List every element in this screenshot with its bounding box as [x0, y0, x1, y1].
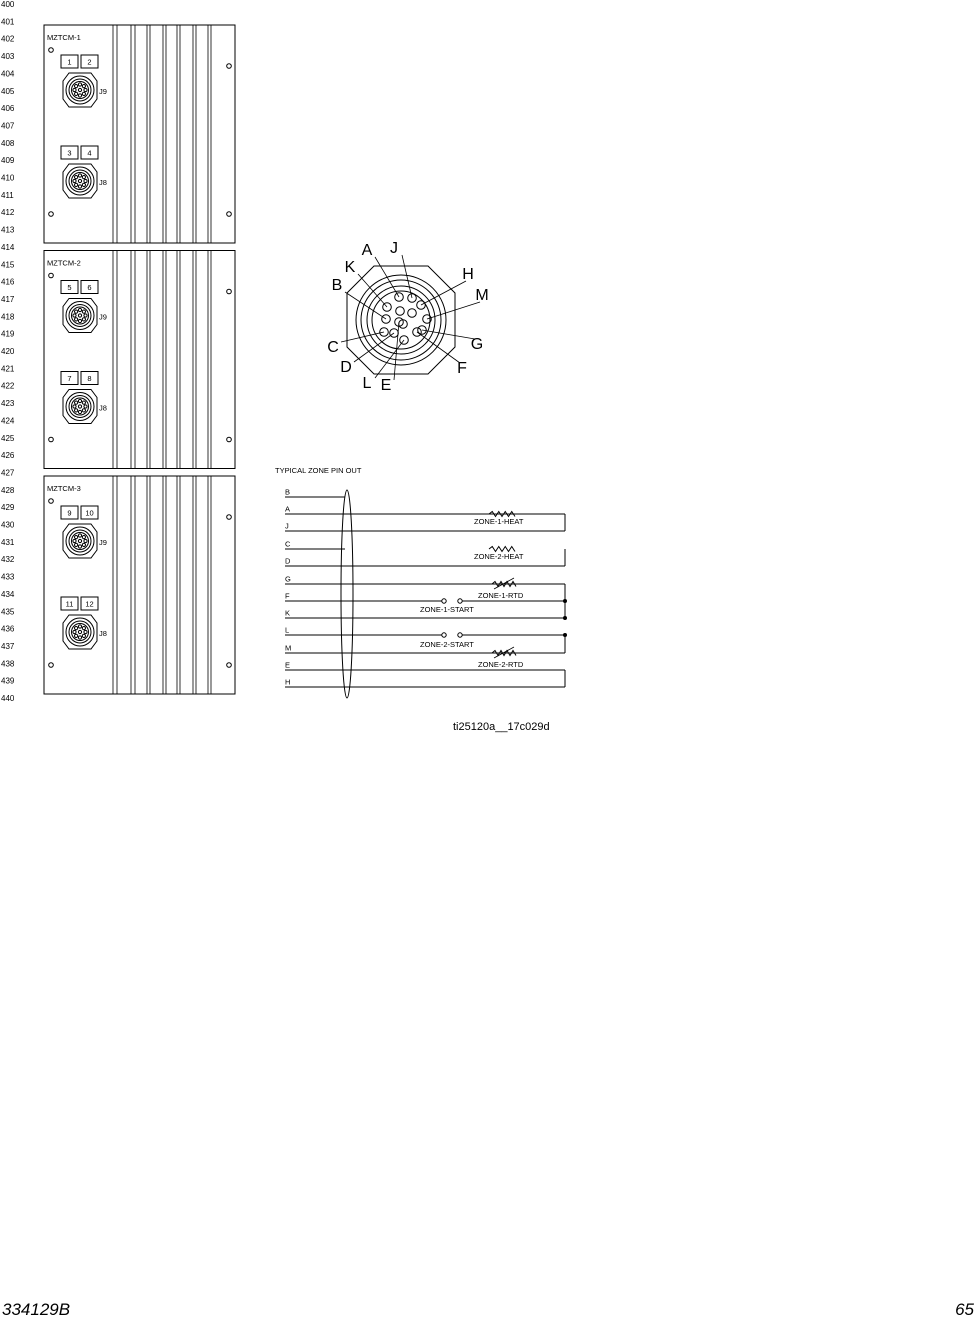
line-number: 425: [1, 433, 15, 443]
wire-label-a: A: [285, 504, 291, 514]
line-number: 426: [1, 451, 15, 461]
line-number: 434: [1, 589, 15, 599]
line-number: 420: [1, 347, 15, 356]
line-number: 403: [1, 52, 15, 62]
mounting-hole: [227, 212, 232, 217]
module-frame: [44, 251, 235, 469]
line-number: 414: [1, 242, 15, 252]
mounting-hole: [49, 663, 54, 668]
zone-tag: 5: [67, 283, 72, 292]
line-number: 422: [1, 381, 15, 391]
mounting-hole: [49, 48, 54, 53]
line-number: 440: [1, 694, 15, 703]
module-2: [44, 251, 235, 469]
zone-2-start-label: ZONE-2-START: [420, 640, 474, 649]
line-number: 423: [1, 399, 15, 409]
wire-label-e: E: [285, 660, 291, 670]
mounting-hole: [49, 437, 54, 442]
line-number: 402: [1, 34, 15, 44]
line-number: 416: [1, 277, 15, 287]
zone-1-start-label: ZONE-1-START: [420, 605, 474, 614]
line-number: 405: [1, 86, 15, 96]
zone-2-rtd-label: ZONE-2-RTD: [478, 660, 524, 669]
zone-tag: 3: [67, 148, 72, 158]
module-title: MZTCM-3: [47, 484, 81, 493]
connector-j8: [61, 372, 107, 424]
pin-leader: [375, 257, 399, 297]
line-number: 424: [1, 416, 15, 426]
zone-2-heat-label: ZONE-2-HEAT: [474, 552, 524, 561]
line-number: 409: [1, 156, 15, 166]
line-number: 419: [1, 329, 15, 339]
connector-j9: [61, 506, 107, 558]
zone-tag: 7: [67, 374, 72, 383]
connector-j8: [61, 597, 107, 649]
pin-label-j: J: [390, 240, 398, 257]
zone-tag: 6: [87, 283, 92, 292]
pin-label-l: L: [362, 375, 372, 392]
circular-connector-icon: [63, 164, 97, 198]
figure-id: ti25120a__17c029d: [453, 721, 550, 733]
pin-label-m: M: [475, 287, 489, 304]
line-number: 433: [1, 572, 15, 582]
pin-label-b: B: [331, 277, 343, 294]
line-number: 404: [1, 69, 15, 79]
line-number: 410: [1, 173, 15, 183]
zone-tag: 2: [87, 57, 92, 67]
mounting-hole: [227, 289, 232, 294]
line-number: 436: [1, 624, 15, 634]
mounting-hole: [227, 64, 232, 69]
circular-connector-icon: [63, 73, 97, 107]
start-switch-icon: [442, 633, 565, 637]
line-number: 417: [1, 294, 15, 304]
pin-label-k: K: [344, 259, 356, 276]
zone-tag: 10: [85, 508, 94, 518]
schematic-title: TYPICAL ZONE PIN OUT: [275, 466, 362, 475]
document-number: 334129B: [2, 1300, 71, 1319]
jack-label: J8: [99, 178, 107, 187]
mounting-hole: [49, 212, 54, 217]
module-3: [44, 476, 235, 694]
line-number: 439: [1, 676, 15, 686]
pin-label-f: F: [457, 360, 467, 377]
line-number: 428: [1, 485, 15, 495]
line-number: 408: [1, 138, 15, 148]
junction-dot: [563, 616, 567, 620]
line-number: 415: [1, 260, 15, 270]
mounting-hole: [49, 273, 54, 278]
line-number: 401: [1, 17, 15, 27]
jack-label: J9: [99, 312, 107, 322]
line-number: 430: [1, 520, 15, 530]
circular-connector-icon: [63, 524, 97, 558]
line-number: 437: [1, 641, 15, 651]
pin-leader: [421, 281, 466, 305]
jack-label: J8: [99, 629, 107, 638]
mounting-hole: [227, 515, 232, 520]
heater-resistor-icon: [489, 547, 515, 552]
mounting-hole: [49, 499, 54, 504]
wire-label-j: J: [285, 521, 289, 531]
wire-label-b: B: [285, 487, 291, 497]
pin-socket: [408, 309, 417, 318]
pin-label-h: H: [462, 266, 474, 283]
line-number: 418: [1, 312, 15, 322]
wire-label-h: H: [285, 677, 291, 687]
mounting-hole: [227, 437, 232, 442]
line-numbers: [1, 0, 15, 703]
module-frame: [44, 476, 235, 694]
line-number: 429: [1, 503, 15, 513]
wire-label-k: K: [285, 608, 291, 618]
pin-leader: [345, 292, 386, 319]
line-number: 421: [1, 364, 15, 374]
connector-j8: [61, 146, 107, 198]
pin-label-a: A: [361, 242, 373, 259]
wire-label-d: D: [285, 556, 291, 566]
line-number: 435: [1, 607, 15, 617]
mounting-hole: [227, 663, 232, 668]
line-number: 406: [1, 104, 15, 114]
connector-j9: [61, 281, 107, 333]
pin-label-g: G: [470, 336, 484, 353]
module-1: [44, 25, 235, 243]
line-number: 432: [1, 555, 15, 565]
jack-label: J8: [99, 403, 107, 413]
line-number: 411: [1, 190, 14, 200]
zone-1-rtd-label: ZONE-1-RTD: [478, 591, 524, 600]
module-title: MZTCM-2: [47, 258, 81, 268]
jack-label: J9: [99, 538, 107, 547]
line-number: 407: [1, 121, 15, 131]
line-number: 413: [1, 225, 15, 235]
zone-tag: 9: [67, 508, 72, 518]
wire-label-m: M: [285, 643, 292, 653]
connector-pinout: [327, 240, 488, 394]
controller-modules: [44, 25, 235, 694]
pin-leader: [417, 332, 460, 363]
module-title: MZTCM-1: [47, 33, 81, 42]
cable-shield: [341, 490, 353, 698]
line-number: 412: [1, 208, 15, 218]
wire-label-l: L: [285, 625, 290, 635]
circular-connector-icon: [63, 615, 97, 649]
page-number: 65: [955, 1300, 974, 1319]
wire-label-f: F: [285, 591, 290, 601]
circular-connector-icon: [63, 299, 97, 333]
line-number: 431: [1, 537, 15, 547]
zone-tag: 1: [67, 57, 72, 67]
pin-leader: [394, 322, 399, 380]
line-number: 438: [1, 659, 15, 669]
zone-tag: 12: [85, 599, 94, 609]
circular-connector-icon: [63, 390, 97, 424]
connector-j9: [61, 55, 107, 107]
line-number: 427: [1, 468, 15, 478]
zone-tag: 4: [87, 148, 92, 158]
zone-tag: 11: [65, 599, 74, 609]
pin-label-c: C: [327, 339, 339, 356]
pin-socket: [396, 307, 405, 316]
wire-label-g: G: [285, 574, 291, 584]
zone-1-heat-label: ZONE-1-HEAT: [474, 517, 524, 526]
pin-label-e: E: [380, 377, 392, 394]
zone-pinout-schematic: [275, 466, 567, 733]
pin-label-d: D: [340, 359, 352, 376]
line-number: 400: [1, 0, 15, 9]
jack-label: J9: [99, 87, 107, 96]
wire-label-c: C: [285, 539, 291, 549]
module-frame: [44, 25, 235, 243]
pin-leader: [427, 302, 480, 319]
zone-tag: 8: [87, 374, 92, 383]
